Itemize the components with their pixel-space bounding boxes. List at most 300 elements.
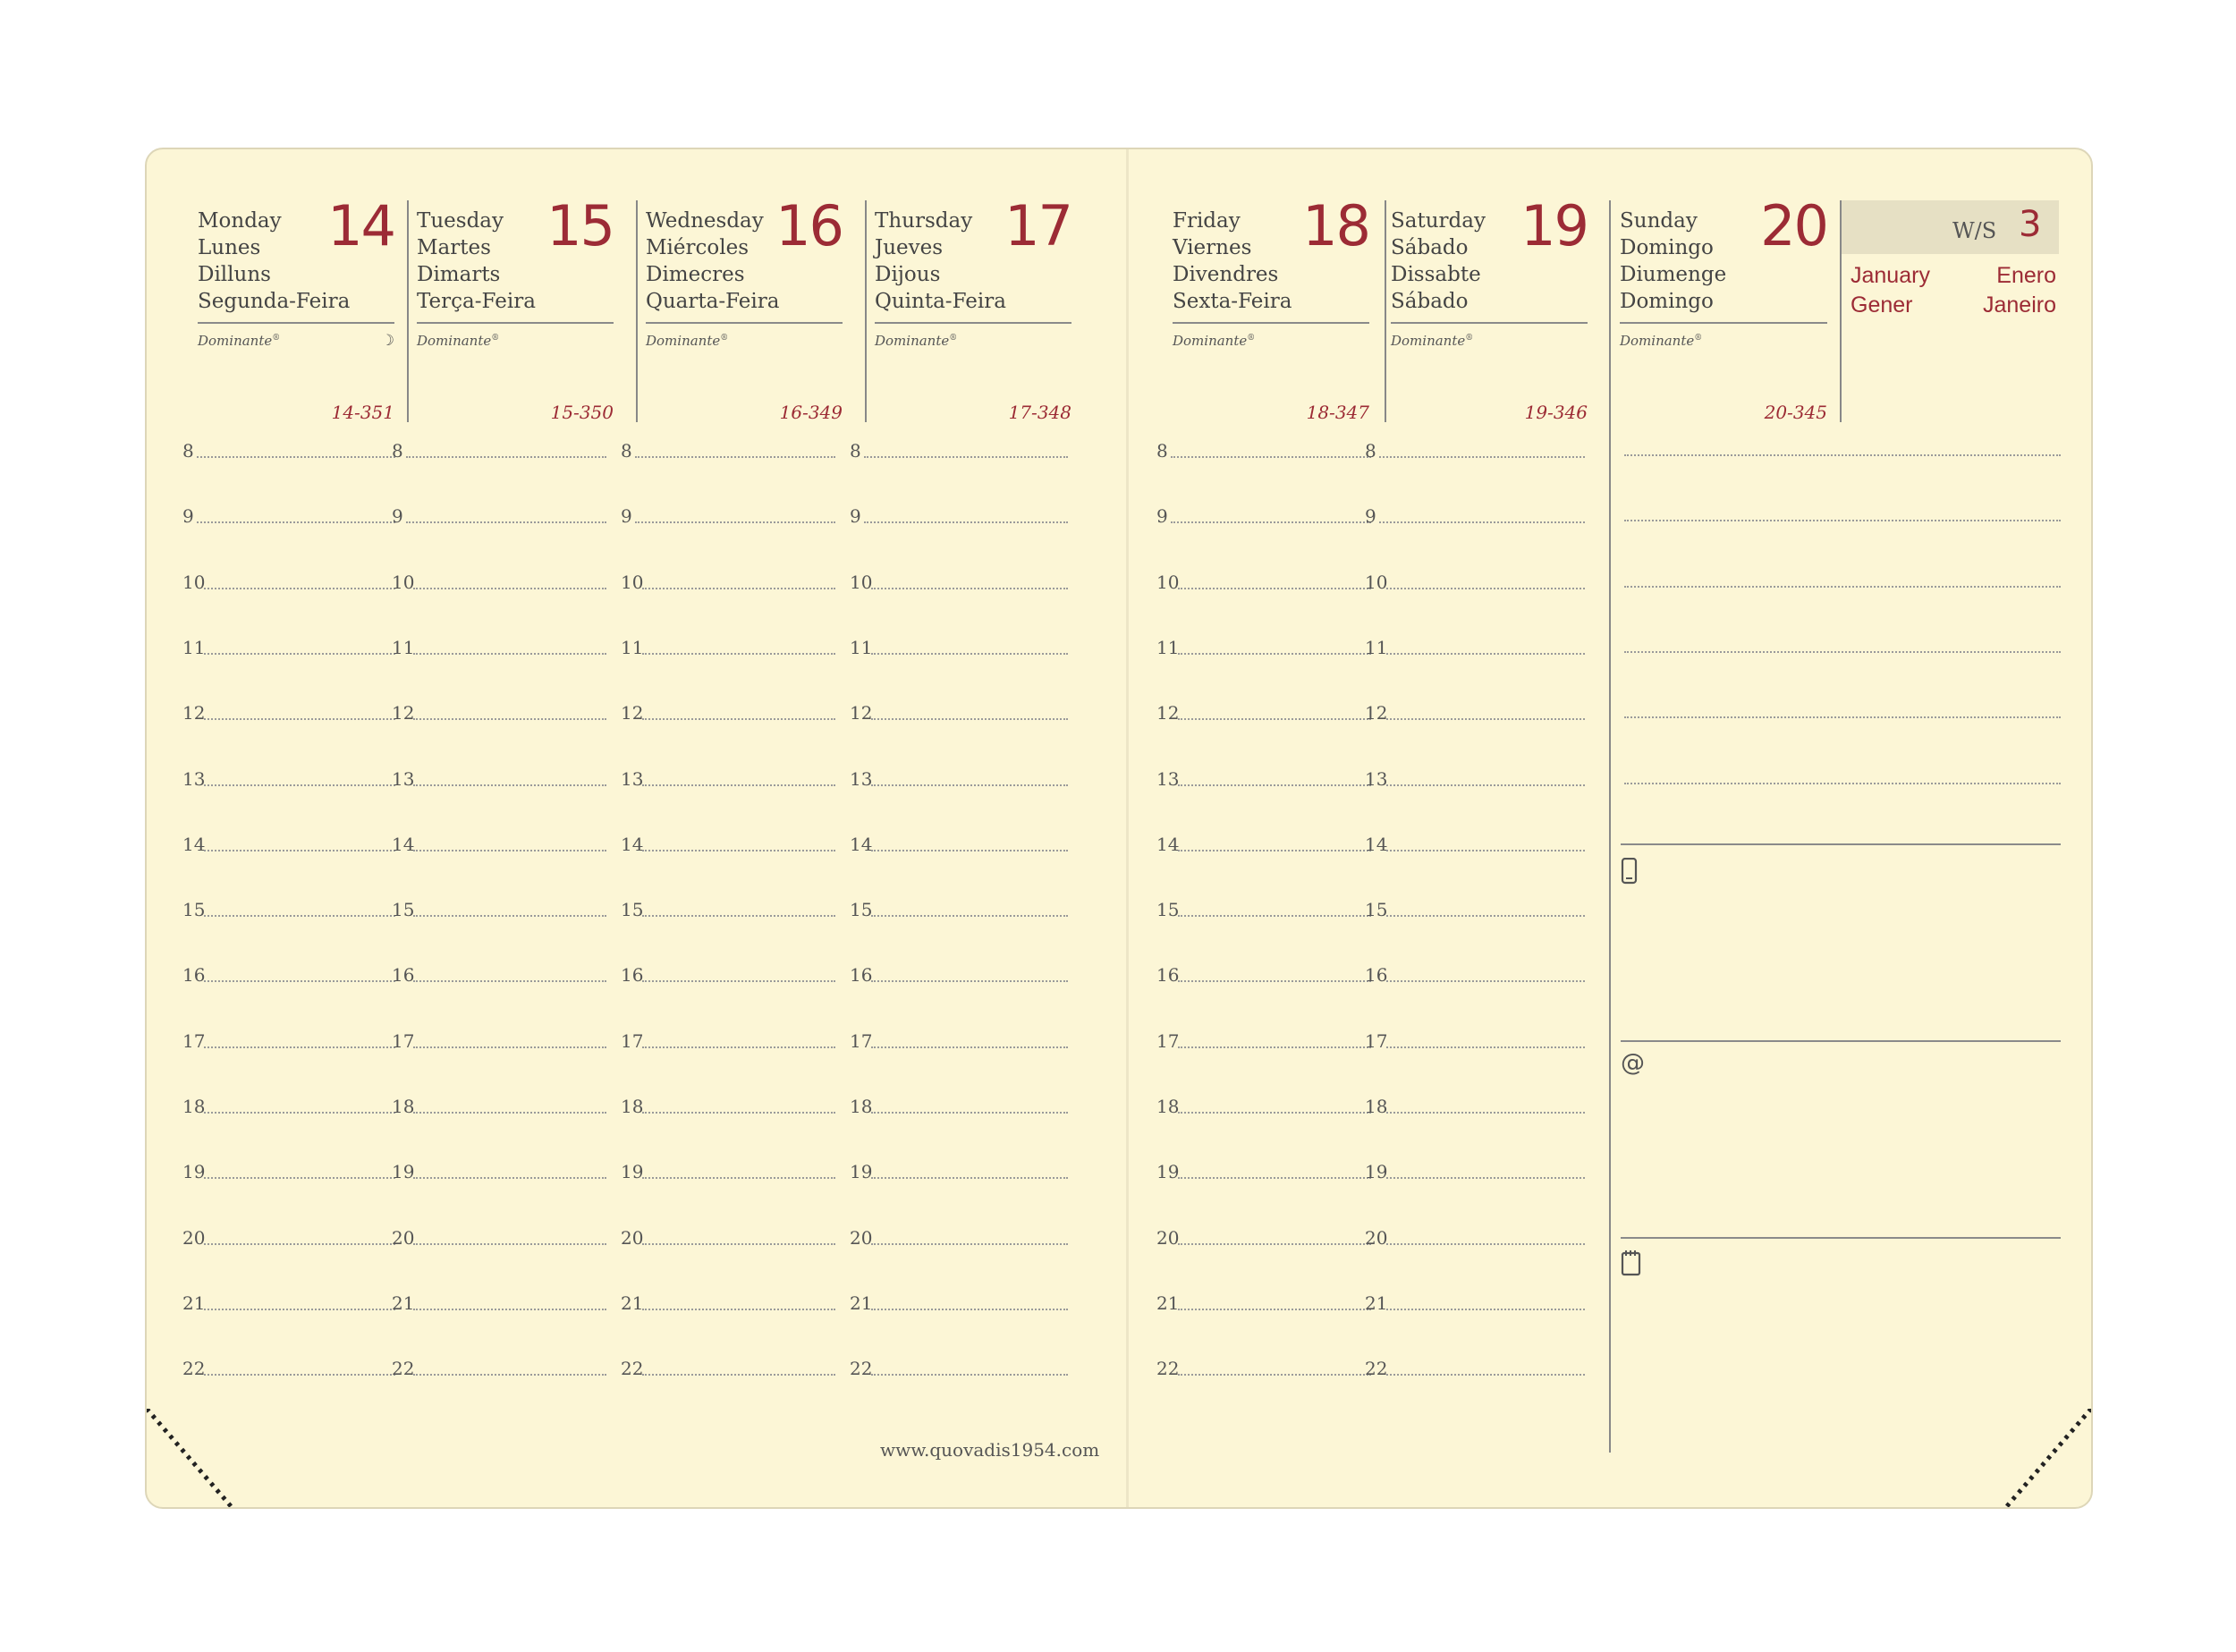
hour-label: 17 [182, 1029, 206, 1052]
day-names [646, 208, 779, 315]
day-number: 18 [1302, 193, 1369, 258]
day-of-year: 17-348 [1008, 402, 1071, 423]
day-of-year: 20-345 [1764, 402, 1827, 423]
hour-label: 20 [1156, 1226, 1180, 1249]
hour-label: 10 [850, 571, 873, 593]
hour-slot[interactable] [850, 762, 1068, 789]
hour-label: 16 [850, 964, 873, 987]
saint-name [1173, 333, 1255, 349]
day-name: Monday [198, 209, 282, 233]
hour-slot[interactable] [182, 1089, 395, 1116]
hour-slot[interactable] [850, 1221, 1068, 1248]
hour-slot[interactable] [621, 434, 835, 461]
hour-dotted-line [871, 1046, 1068, 1048]
hour-slot[interactable] [1365, 762, 1585, 789]
hour-label: 22 [850, 1358, 873, 1380]
saint-text: Dominante [198, 333, 273, 349]
notes-dotted-line[interactable] [1624, 783, 2061, 784]
hour-slot[interactable] [392, 1351, 606, 1378]
hour-label: 14 [621, 833, 644, 855]
elastic-corner-left [147, 1409, 245, 1507]
hour-label: 16 [392, 964, 415, 987]
month-english: January [1851, 263, 1930, 288]
hour-label: 17 [1156, 1029, 1180, 1052]
hour-dotted-line [642, 980, 835, 982]
hour-slot[interactable] [621, 1155, 835, 1182]
day-name: Saturday [1391, 209, 1486, 233]
saint-text: Dominante [417, 333, 492, 349]
hour-dotted-line [635, 521, 835, 523]
hour-slot[interactable] [182, 1024, 395, 1051]
hour-label: 18 [850, 1096, 873, 1117]
hour-label: 14 [1156, 833, 1180, 855]
hour-dotted-line [204, 1309, 395, 1310]
hour-label: 21 [621, 1292, 644, 1314]
hour-slot[interactable] [1156, 1089, 1371, 1116]
hour-slot[interactable] [1156, 827, 1371, 854]
hour-slot[interactable] [850, 1024, 1068, 1051]
hour-label: 21 [1156, 1292, 1180, 1314]
hour-label: 8 [392, 440, 403, 462]
day-name: Viernes [1173, 236, 1252, 259]
day-names [1391, 208, 1486, 315]
hour-slot[interactable] [182, 762, 395, 789]
hour-label: 21 [850, 1292, 873, 1314]
hour-label: 20 [621, 1226, 644, 1249]
hour-slot[interactable] [1156, 762, 1371, 789]
hour-label: 19 [1156, 1161, 1180, 1183]
hour-slot[interactable] [850, 1351, 1068, 1378]
hour-label: 18 [1365, 1096, 1388, 1117]
hour-slot[interactable] [182, 958, 395, 985]
hour-slot[interactable] [621, 1351, 835, 1378]
hour-label: 8 [850, 440, 861, 462]
hour-slot[interactable] [621, 762, 835, 789]
day-name: Domingo [1620, 236, 1714, 259]
hour-dotted-line [413, 588, 606, 589]
hour-label: 11 [182, 636, 206, 658]
hour-dotted-line [1386, 1309, 1585, 1310]
hour-slot[interactable] [1156, 1024, 1371, 1051]
hour-slot[interactable] [1156, 958, 1371, 985]
hour-dotted-line [204, 1046, 395, 1048]
hour-slot[interactable] [850, 1089, 1068, 1116]
hour-label: 16 [182, 964, 206, 987]
hour-label: 20 [850, 1226, 873, 1249]
registered-mark: ® [491, 334, 500, 343]
hour-dotted-line [1178, 588, 1371, 589]
hour-dotted-line [204, 1112, 395, 1114]
hour-dotted-line [1178, 718, 1371, 720]
hour-slot[interactable] [1365, 893, 1585, 919]
hour-slot[interactable] [182, 1221, 395, 1248]
day-name: Sexta-Feira [1173, 290, 1292, 313]
hour-dotted-line [413, 1112, 606, 1114]
hour-dotted-line [1386, 653, 1585, 655]
hour-dotted-line [1386, 980, 1585, 982]
hour-slot[interactable] [850, 827, 1068, 854]
day-name: Dimecres [646, 263, 745, 286]
hour-dotted-line [871, 784, 1068, 786]
hour-label: 10 [182, 571, 206, 593]
hour-slot[interactable] [621, 1286, 835, 1313]
hour-label: 8 [1365, 440, 1376, 462]
hour-dotted-line [1178, 980, 1371, 982]
hour-label: 19 [392, 1161, 415, 1183]
hour-label: 21 [392, 1292, 415, 1314]
hour-label: 13 [392, 767, 415, 790]
day-names [1173, 208, 1292, 315]
hour-slot[interactable] [392, 631, 606, 657]
day-column-divider [1385, 200, 1386, 422]
hour-dotted-line [871, 1112, 1068, 1114]
hour-dotted-line [204, 588, 395, 589]
hour-label: 12 [1156, 702, 1180, 724]
hour-label: 11 [621, 636, 644, 658]
day-column-divider [407, 200, 409, 422]
day-header-rule [1173, 322, 1369, 324]
hour-dotted-line [642, 1309, 835, 1310]
hour-dotted-line [871, 850, 1068, 851]
planner-spread [145, 148, 2093, 1509]
hour-slot[interactable] [392, 696, 606, 723]
hour-label: 22 [1156, 1358, 1180, 1380]
hour-slot[interactable] [850, 958, 1068, 985]
hour-dotted-line [204, 1177, 395, 1179]
hour-slot[interactable] [182, 1351, 395, 1378]
hour-dotted-line [642, 784, 835, 786]
hour-label: 13 [1365, 767, 1388, 790]
hour-slot[interactable] [1365, 1286, 1585, 1313]
hour-dotted-line [642, 915, 835, 917]
hour-slot[interactable] [182, 631, 395, 657]
day-name: Tuesday [417, 209, 504, 233]
hour-label: 19 [621, 1161, 644, 1183]
hour-dotted-line [413, 915, 606, 917]
hour-label: 17 [1365, 1029, 1388, 1052]
day-name: Lunes [198, 236, 261, 259]
hour-slot[interactable] [392, 499, 606, 526]
hour-slot[interactable] [182, 827, 395, 854]
day-name: Diumenge [1620, 263, 1727, 286]
hour-slot[interactable] [392, 1089, 606, 1116]
hour-label: 12 [182, 702, 206, 724]
notes-dotted-line[interactable] [1624, 716, 2061, 718]
day-header-rule [875, 322, 1071, 324]
notes-section-rule [1621, 1237, 2061, 1239]
hour-label: 9 [392, 505, 403, 528]
hour-dotted-line [413, 1177, 606, 1179]
saint-text: Dominante [1391, 333, 1466, 349]
hour-dotted-line [642, 1243, 835, 1245]
hour-label: 10 [392, 571, 415, 593]
hour-slot[interactable] [1365, 434, 1585, 461]
hour-dotted-line [864, 456, 1068, 458]
hour-label: 14 [182, 833, 206, 855]
hour-slot[interactable] [1156, 565, 1371, 592]
hour-dotted-line [413, 1374, 606, 1376]
hour-label: 16 [1156, 964, 1180, 987]
hour-dotted-line [642, 850, 835, 851]
hour-dotted-line [406, 521, 606, 523]
hour-slot[interactable] [392, 958, 606, 985]
hour-slot[interactable] [1365, 499, 1585, 526]
hour-slot[interactable] [392, 827, 606, 854]
hour-label: 8 [621, 440, 632, 462]
hour-dotted-line [413, 653, 606, 655]
hour-slot[interactable] [392, 565, 606, 592]
hour-label: 12 [1365, 702, 1388, 724]
hour-slot[interactable] [621, 565, 835, 592]
day-header-rule [417, 322, 614, 324]
notes-dotted-line[interactable] [1624, 586, 2061, 588]
hour-slot[interactable] [850, 893, 1068, 919]
hour-slot[interactable] [182, 1155, 395, 1182]
day-name: Friday [1173, 209, 1241, 233]
hour-dotted-line [204, 784, 395, 786]
saint-name [1620, 333, 1702, 349]
hour-dotted-line [1386, 850, 1585, 851]
book-gutter [1126, 149, 1129, 1507]
hour-slot[interactable] [621, 1024, 835, 1051]
day-name: Quarta-Feira [646, 290, 780, 313]
hour-slot[interactable] [392, 762, 606, 789]
hour-dotted-line [1178, 1177, 1371, 1179]
hour-slot[interactable] [392, 893, 606, 919]
hour-slot[interactable] [1365, 1024, 1585, 1051]
hour-label: 18 [621, 1096, 644, 1117]
hour-label: 15 [1365, 899, 1388, 921]
hour-label: 11 [850, 636, 873, 658]
day-names [417, 208, 536, 315]
hour-slot[interactable] [182, 893, 395, 919]
hour-label: 19 [182, 1161, 206, 1183]
day-of-year: 15-350 [550, 402, 614, 423]
hour-slot[interactable] [182, 499, 395, 526]
day-number: 19 [1520, 193, 1588, 258]
hour-dotted-line [642, 1112, 835, 1114]
hour-dotted-line [406, 456, 606, 458]
hour-dotted-line [1386, 1177, 1585, 1179]
hour-label: 15 [392, 899, 415, 921]
hour-dotted-line [871, 915, 1068, 917]
hour-slot[interactable] [1156, 631, 1371, 657]
hour-label: 19 [850, 1161, 873, 1183]
hour-label: 14 [850, 833, 873, 855]
phone-icon [1621, 858, 1639, 885]
hour-slot[interactable] [621, 1221, 835, 1248]
day-name: Sábado [1391, 290, 1469, 313]
hour-slot[interactable] [850, 696, 1068, 723]
day-header-rule [646, 322, 843, 324]
hour-slot[interactable] [1156, 893, 1371, 919]
hour-label: 11 [392, 636, 415, 658]
day-name: Terça-Feira [417, 290, 536, 313]
hour-slot[interactable] [1365, 631, 1585, 657]
hour-slot[interactable] [621, 827, 835, 854]
saint-name [875, 333, 957, 349]
day-of-year: 16-349 [779, 402, 843, 423]
registered-mark: ® [1694, 334, 1703, 343]
hour-label: 21 [1365, 1292, 1388, 1314]
day-number: 17 [1004, 193, 1071, 258]
hour-slot[interactable] [182, 696, 395, 723]
hour-dotted-line [871, 980, 1068, 982]
hour-label: 8 [1156, 440, 1168, 462]
hour-slot[interactable] [1156, 696, 1371, 723]
hour-slot[interactable] [392, 1221, 606, 1248]
registered-mark: ® [949, 334, 958, 343]
website-url: www.quovadis1954.com [880, 1439, 1100, 1461]
hour-slot[interactable] [392, 1155, 606, 1182]
hour-slot[interactable] [1365, 1155, 1585, 1182]
hour-slot[interactable] [621, 1089, 835, 1116]
day-of-year: 19-346 [1524, 402, 1588, 423]
day-name: Dissabte [1391, 263, 1481, 286]
hour-slot[interactable] [1365, 958, 1585, 985]
hour-label: 16 [621, 964, 644, 987]
email-section-rule [1621, 1040, 2061, 1042]
hour-dotted-line [197, 521, 395, 523]
notes-dotted-line[interactable] [1624, 454, 2061, 456]
hour-slot[interactable] [1365, 827, 1585, 854]
hour-slot[interactable] [1156, 1351, 1371, 1378]
hour-dotted-line [1178, 1309, 1371, 1310]
hour-slot[interactable] [1156, 1221, 1371, 1248]
hour-dotted-line [1178, 850, 1371, 851]
weekbox-divider [1840, 200, 1842, 422]
hour-dotted-line [1386, 784, 1585, 786]
hour-label: 13 [621, 767, 644, 790]
hour-label: 17 [850, 1029, 873, 1052]
notepad-icon [1621, 1250, 1642, 1276]
saint-name [1391, 333, 1473, 349]
day-name: Miércoles [646, 236, 750, 259]
hour-dotted-line [413, 1309, 606, 1310]
hour-slot[interactable] [392, 1286, 606, 1313]
hour-slot[interactable] [621, 631, 835, 657]
hour-slot[interactable] [621, 696, 835, 723]
hour-label: 14 [392, 833, 415, 855]
hour-slot[interactable] [850, 1286, 1068, 1313]
hour-slot[interactable] [1365, 1351, 1585, 1378]
hour-dotted-line [1386, 1243, 1585, 1245]
hour-label: 13 [182, 767, 206, 790]
day-name: Sábado [1391, 236, 1469, 259]
saint-name [417, 333, 499, 349]
hour-dotted-line [642, 588, 835, 589]
day-name: Dijous [875, 263, 941, 286]
elastic-corner-right [1993, 1409, 2091, 1507]
month-portuguese: Janeiro [1983, 292, 2056, 318]
hour-label: 9 [1365, 505, 1376, 528]
week-number-box [1842, 200, 2059, 254]
registered-mark: ® [1247, 334, 1256, 343]
saint-name [646, 333, 728, 349]
hour-slot[interactable] [182, 1286, 395, 1313]
hour-dotted-line [1386, 1112, 1585, 1114]
hour-dotted-line [1386, 915, 1585, 917]
hour-label: 8 [182, 440, 194, 462]
saint-text: Dominante [1620, 333, 1695, 349]
hour-slot[interactable] [1365, 1089, 1585, 1116]
hour-slot[interactable] [850, 1155, 1068, 1182]
notes-dotted-line[interactable] [1624, 651, 2061, 653]
hour-slot[interactable] [621, 499, 835, 526]
month-catalan: Gener [1851, 292, 1913, 318]
hour-dotted-line [1386, 718, 1585, 720]
hour-dotted-line [413, 850, 606, 851]
hour-dotted-line [642, 1046, 835, 1048]
hour-dotted-line [204, 718, 395, 720]
hour-dotted-line [642, 718, 835, 720]
hour-slot[interactable] [1365, 565, 1585, 592]
hour-slot[interactable] [1156, 1155, 1371, 1182]
hour-slot[interactable] [182, 434, 395, 461]
hour-slot[interactable] [182, 565, 395, 592]
hour-dotted-line [413, 1243, 606, 1245]
hour-slot[interactable] [850, 434, 1068, 461]
day-name: Wednesday [646, 209, 764, 233]
hour-slot[interactable] [850, 499, 1068, 526]
hour-slot[interactable] [621, 893, 835, 919]
hour-label: 9 [850, 505, 861, 528]
day-name: Thursday [875, 209, 973, 233]
hour-slot[interactable] [392, 434, 606, 461]
day-number: 14 [327, 193, 394, 258]
hour-slot[interactable] [1156, 499, 1371, 526]
hour-label: 9 [1156, 505, 1168, 528]
hour-slot[interactable] [850, 631, 1068, 657]
day-header-rule [1391, 322, 1588, 324]
hour-label: 10 [621, 571, 644, 593]
day-number: 15 [546, 193, 614, 258]
hour-slot[interactable] [1156, 434, 1371, 461]
hour-slot[interactable] [621, 958, 835, 985]
moon-phase-icon: ☽ [380, 332, 394, 350]
week-number: 3 [2019, 204, 2042, 245]
hour-dotted-line [642, 1177, 835, 1179]
day-name: Quinta-Feira [875, 290, 1006, 313]
hour-label: 21 [182, 1292, 206, 1314]
hour-dotted-line [204, 1374, 395, 1376]
hour-dotted-line [413, 784, 606, 786]
notes-dotted-line[interactable] [1624, 520, 2061, 521]
week-label: W/S [1952, 218, 1997, 243]
hour-slot[interactable] [1365, 696, 1585, 723]
hour-label: 11 [1365, 636, 1388, 658]
hour-label: 18 [392, 1096, 415, 1117]
day-name: Jueves [875, 236, 944, 259]
hour-dotted-line [1171, 456, 1371, 458]
hour-dotted-line [1178, 915, 1371, 917]
hour-label: 14 [1365, 833, 1388, 855]
hour-slot[interactable] [850, 565, 1068, 592]
hour-dotted-line [204, 850, 395, 851]
saint-text: Dominante [875, 333, 950, 349]
hour-label: 18 [182, 1096, 206, 1117]
day-number: 20 [1760, 193, 1827, 258]
hour-slot[interactable] [392, 1024, 606, 1051]
hour-slot[interactable] [1365, 1221, 1585, 1248]
registered-mark: ® [1465, 334, 1474, 343]
hour-slot[interactable] [1156, 1286, 1371, 1313]
saint-name [198, 333, 280, 349]
hour-dotted-line [1379, 456, 1585, 458]
hour-dotted-line [1178, 1046, 1371, 1048]
day-of-year: 18-347 [1306, 402, 1369, 423]
day-name: Segunda-Feira [198, 290, 351, 313]
